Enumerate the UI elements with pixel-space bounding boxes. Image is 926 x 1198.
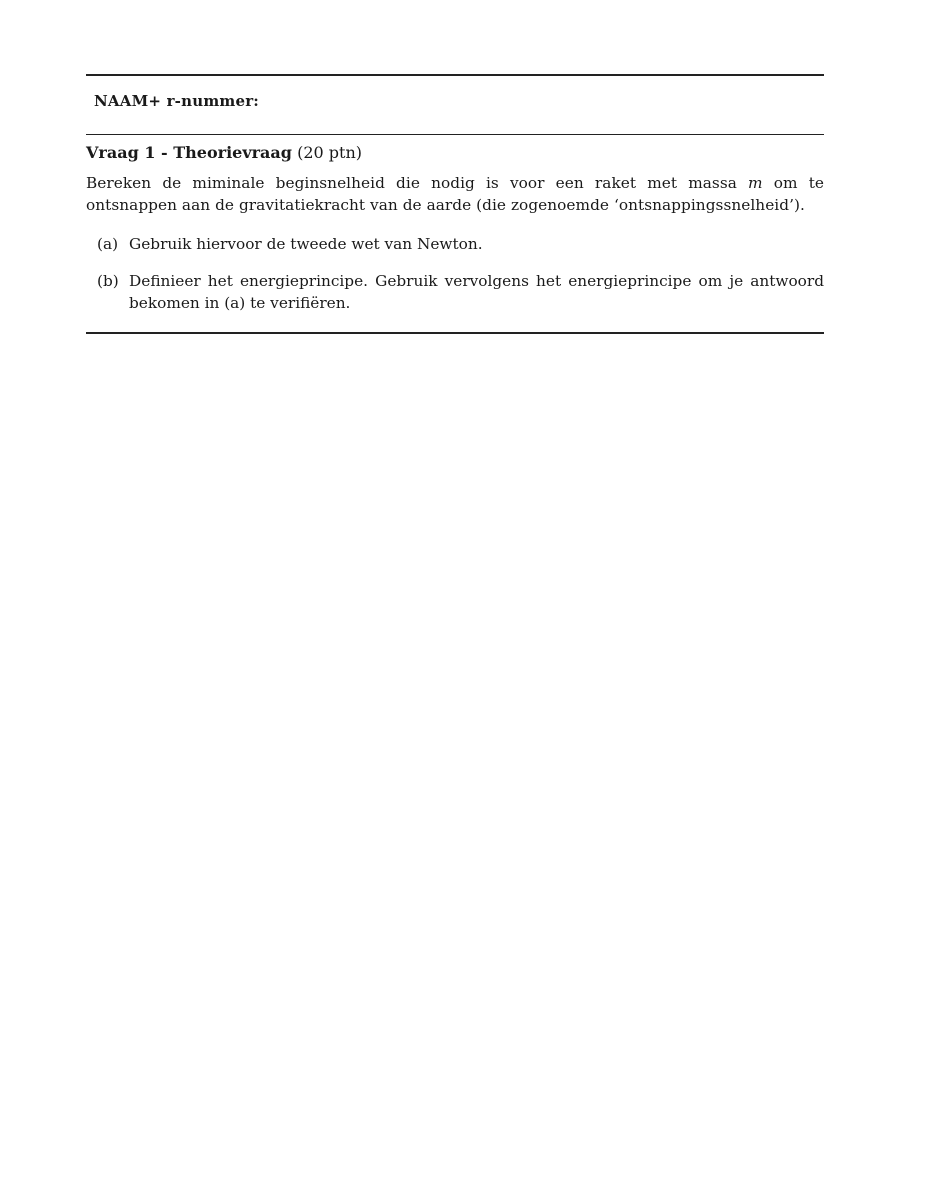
name-row	[86, 76, 824, 134]
question-intro	[86, 172, 824, 216]
item-text: Definieer het energieprincipe. Gebruik vervolgens het energieprincipe om je antwoord bekomen in (a) te verifiëren.	[129, 272, 824, 312]
exam-page	[86, 74, 824, 334]
question-intro-part1: Bereken de miminale beginsnelheid die nodig is voor een raket met massa	[86, 174, 749, 192]
question-item-a	[86, 233, 824, 255]
question-points: (20 ptn)	[297, 143, 362, 162]
question-items	[86, 233, 824, 314]
question-block	[86, 135, 824, 314]
question-item-b	[86, 270, 824, 314]
item-marker: (a)	[97, 235, 119, 253]
question-title	[86, 142, 824, 164]
question-intro-variable: m	[748, 174, 763, 192]
bottom-rule	[86, 332, 824, 334]
question-title-bold: Vraag 1 - Theorievraag	[86, 143, 292, 162]
name-label: NAAM+ r-nummer:	[94, 92, 260, 110]
item-marker: (b)	[97, 272, 119, 290]
question-intro-part2: om te ontsnappen aan de gravitatiekracht van de aarde (die zogenoemde ‘ontsnappingssnelheid’).	[86, 174, 824, 214]
item-text: Gebruik hiervoor de tweede wet van Newton.	[129, 235, 483, 253]
